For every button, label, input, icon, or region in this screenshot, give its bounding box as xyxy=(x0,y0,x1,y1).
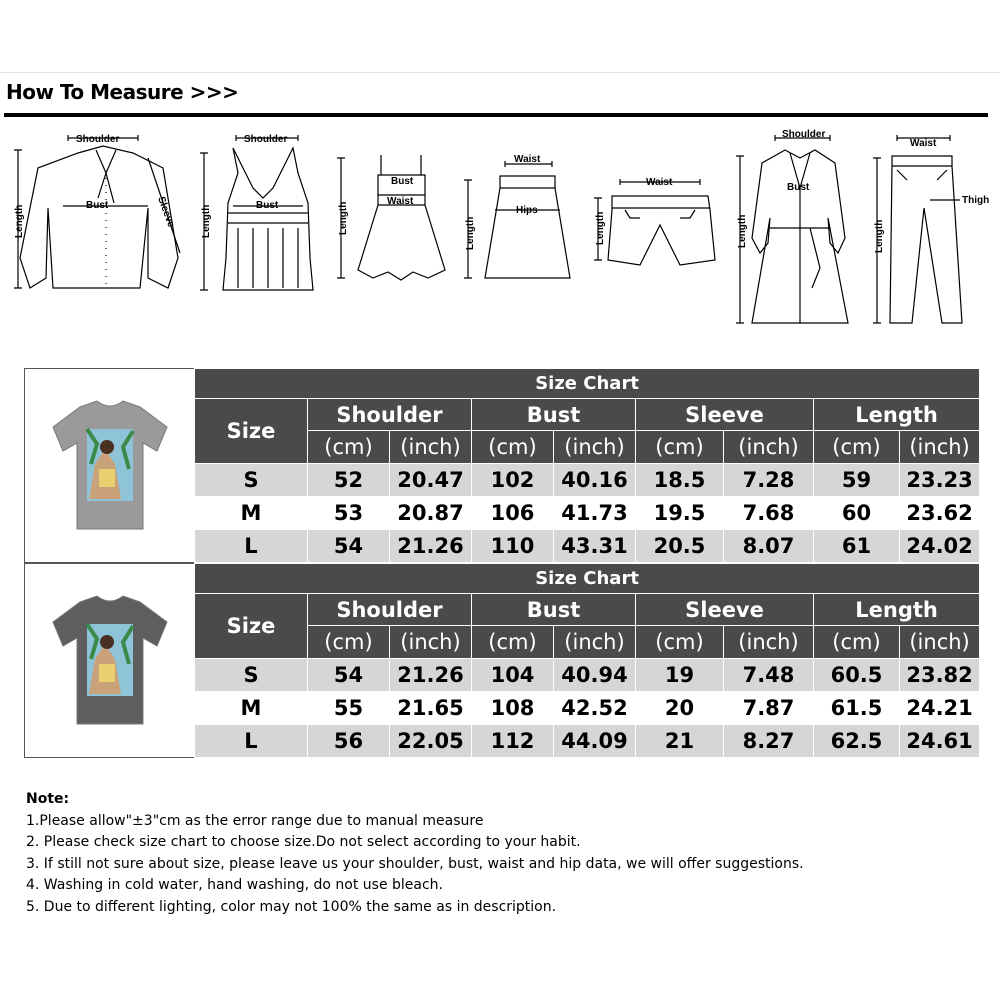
dress-diagram xyxy=(333,150,453,285)
tshirt-image xyxy=(25,369,194,562)
table-row xyxy=(195,530,980,563)
table-cell: 20.47 xyxy=(390,464,472,497)
table-cell: 106 xyxy=(472,497,554,530)
table-cell: 108 xyxy=(472,692,554,725)
table-cell: 61 xyxy=(814,530,900,563)
table-cell: 21 xyxy=(636,725,724,758)
measure-column-header: Length xyxy=(814,594,980,626)
blouse-shoulder-label: Shoulder xyxy=(76,134,120,145)
table-cell: 7.28 xyxy=(724,464,814,497)
blouse-sleeve-label: Sleeve xyxy=(155,195,177,229)
table-cell: 8.07 xyxy=(724,530,814,563)
size-label: M xyxy=(195,497,308,530)
size-chart-block-2 xyxy=(24,563,979,758)
table-cell: 59 xyxy=(814,464,900,497)
skirt-hips-label: Hips xyxy=(516,205,538,216)
size-label: L xyxy=(195,530,308,563)
unit-header: (inch) xyxy=(900,626,980,659)
tank-length-label: Length xyxy=(201,204,212,238)
coat-bust-label: Bust xyxy=(787,182,810,193)
size-label: S xyxy=(195,464,308,497)
blouse-bust-label: Bust xyxy=(86,200,109,211)
table-cell: 55 xyxy=(308,692,390,725)
unit-header: (cm) xyxy=(472,626,554,659)
measure-column-header: Length xyxy=(814,399,980,431)
tshirt-image xyxy=(25,564,194,757)
pants-illustration xyxy=(862,128,997,328)
table-cell: 104 xyxy=(472,659,554,692)
tshirt-photo xyxy=(24,368,195,563)
note-item: 2. Please check size chart to choose size.Do not select according to your habit. xyxy=(26,834,581,850)
size-label: S xyxy=(195,659,308,692)
note-item: 3. If still not sure about size, please leave us your shoulder, bust, waist and hip data, we will offer suggestions. xyxy=(26,855,804,872)
table-cell: 23.62 xyxy=(900,497,980,530)
dress-bust-label: Bust xyxy=(391,176,414,187)
tank-bust-label: Bust xyxy=(256,200,279,211)
coat-diagram xyxy=(730,128,855,328)
note-item: 5. Due to different lighting, color may not 100% the same as in description. xyxy=(26,898,557,915)
table-row xyxy=(195,692,980,725)
title-underline xyxy=(4,113,988,117)
shorts-diagram xyxy=(590,170,720,270)
table-cell: 112 xyxy=(472,725,554,758)
table-cell: 54 xyxy=(308,659,390,692)
unit-header: (cm) xyxy=(814,431,900,464)
coat-illustration xyxy=(730,128,855,328)
measure-column-header: Shoulder xyxy=(308,399,472,431)
table-cell: 61.5 xyxy=(814,692,900,725)
table-row xyxy=(195,497,980,530)
dress-length-label: Length xyxy=(338,201,349,235)
table-cell: 24.21 xyxy=(900,692,980,725)
pants-thigh-label: Thigh xyxy=(962,195,990,206)
table-cell: 56 xyxy=(308,725,390,758)
skirt-waist-label: Waist xyxy=(514,154,541,165)
size-chart-title: Size Chart xyxy=(195,369,980,399)
tank-shoulder-label: Shoulder xyxy=(244,134,288,145)
coat-length-label: Length xyxy=(737,214,748,248)
table-cell: 20 xyxy=(636,692,724,725)
table-cell: 60 xyxy=(814,497,900,530)
unit-header: (inch) xyxy=(724,431,814,464)
dress-illustration xyxy=(333,150,453,285)
size-label: M xyxy=(195,692,308,725)
measure-column-header: Sleeve xyxy=(636,399,814,431)
blouse-diagram xyxy=(8,128,193,298)
unit-header: (cm) xyxy=(814,626,900,659)
skirt-length-label: Length xyxy=(465,216,476,250)
table-cell: 54 xyxy=(308,530,390,563)
blouse-illustration xyxy=(8,128,193,298)
table-cell: 24.61 xyxy=(900,725,980,758)
table-row xyxy=(195,464,980,497)
table-cell: 23.23 xyxy=(900,464,980,497)
table-cell: 53 xyxy=(308,497,390,530)
size-chart-table xyxy=(194,368,980,563)
size-column-header: Size xyxy=(195,594,308,659)
note-item: 1.Please allow"±3"cm as the error range due to manual measure xyxy=(26,812,484,829)
table-cell: 20.5 xyxy=(636,530,724,563)
unit-header: (inch) xyxy=(390,626,472,659)
table-cell: 43.31 xyxy=(554,530,636,563)
top-divider xyxy=(0,72,1000,73)
tank-diagram xyxy=(198,128,323,298)
measure-column-header: Bust xyxy=(472,399,636,431)
table-cell: 44.09 xyxy=(554,725,636,758)
coat-shoulder-label: Shoulder xyxy=(782,129,826,140)
table-cell: 21.26 xyxy=(390,530,472,563)
table-cell: 18.5 xyxy=(636,464,724,497)
unit-header: (inch) xyxy=(554,431,636,464)
notes-section xyxy=(26,789,804,918)
unit-header: (inch) xyxy=(724,626,814,659)
table-cell: 23.82 xyxy=(900,659,980,692)
size-chart-title: Size Chart xyxy=(195,564,980,594)
blouse-length-label: Length xyxy=(14,204,25,238)
size-label: L xyxy=(195,725,308,758)
unit-header: (cm) xyxy=(308,626,390,659)
unit-header: (cm) xyxy=(636,626,724,659)
table-cell: 22.05 xyxy=(390,725,472,758)
table-cell: 19 xyxy=(636,659,724,692)
table-cell: 7.48 xyxy=(724,659,814,692)
pants-length-label: Length xyxy=(874,219,885,253)
dress-waist-label: Waist xyxy=(387,196,414,207)
table-row xyxy=(195,725,980,758)
table-cell: 102 xyxy=(472,464,554,497)
unit-header: (cm) xyxy=(636,431,724,464)
size-chart-table xyxy=(194,563,980,758)
shorts-waist-label: Waist xyxy=(646,177,673,188)
unit-header: (cm) xyxy=(472,431,554,464)
table-cell: 19.5 xyxy=(636,497,724,530)
unit-header: (inch) xyxy=(900,431,980,464)
table-cell: 40.16 xyxy=(554,464,636,497)
size-column-header: Size xyxy=(195,399,308,464)
table-cell: 21.26 xyxy=(390,659,472,692)
unit-header: (cm) xyxy=(308,431,390,464)
table-cell: 41.73 xyxy=(554,497,636,530)
size-chart-block-1 xyxy=(24,368,979,563)
skirt-illustration xyxy=(460,150,575,285)
table-cell: 20.87 xyxy=(390,497,472,530)
measure-column-header: Shoulder xyxy=(308,594,472,626)
pants-diagram xyxy=(862,128,997,328)
skirt-diagram xyxy=(460,150,575,285)
unit-header: (inch) xyxy=(390,431,472,464)
tank-illustration xyxy=(198,128,323,298)
tshirt-photo xyxy=(24,563,195,758)
table-cell: 110 xyxy=(472,530,554,563)
shorts-length-label: Length xyxy=(595,211,606,245)
table-row xyxy=(195,659,980,692)
table-cell: 40.94 xyxy=(554,659,636,692)
table-cell: 60.5 xyxy=(814,659,900,692)
pants-waist-label: Waist xyxy=(910,138,937,149)
unit-header: (inch) xyxy=(554,626,636,659)
table-cell: 8.27 xyxy=(724,725,814,758)
table-cell: 52 xyxy=(308,464,390,497)
table-cell: 62.5 xyxy=(814,725,900,758)
measure-column-header: Bust xyxy=(472,594,636,626)
notes-title: Note: xyxy=(26,791,70,807)
table-cell: 42.52 xyxy=(554,692,636,725)
measure-column-header: Sleeve xyxy=(636,594,814,626)
table-cell: 7.68 xyxy=(724,497,814,530)
table-cell: 24.02 xyxy=(900,530,980,563)
table-cell: 21.65 xyxy=(390,692,472,725)
how-to-measure-title: How To Measure >>> xyxy=(6,80,239,104)
shorts-illustration xyxy=(590,170,720,270)
table-cell: 7.87 xyxy=(724,692,814,725)
note-item: 4. Washing in cold water, hand washing, do not use bleach. xyxy=(26,877,443,893)
